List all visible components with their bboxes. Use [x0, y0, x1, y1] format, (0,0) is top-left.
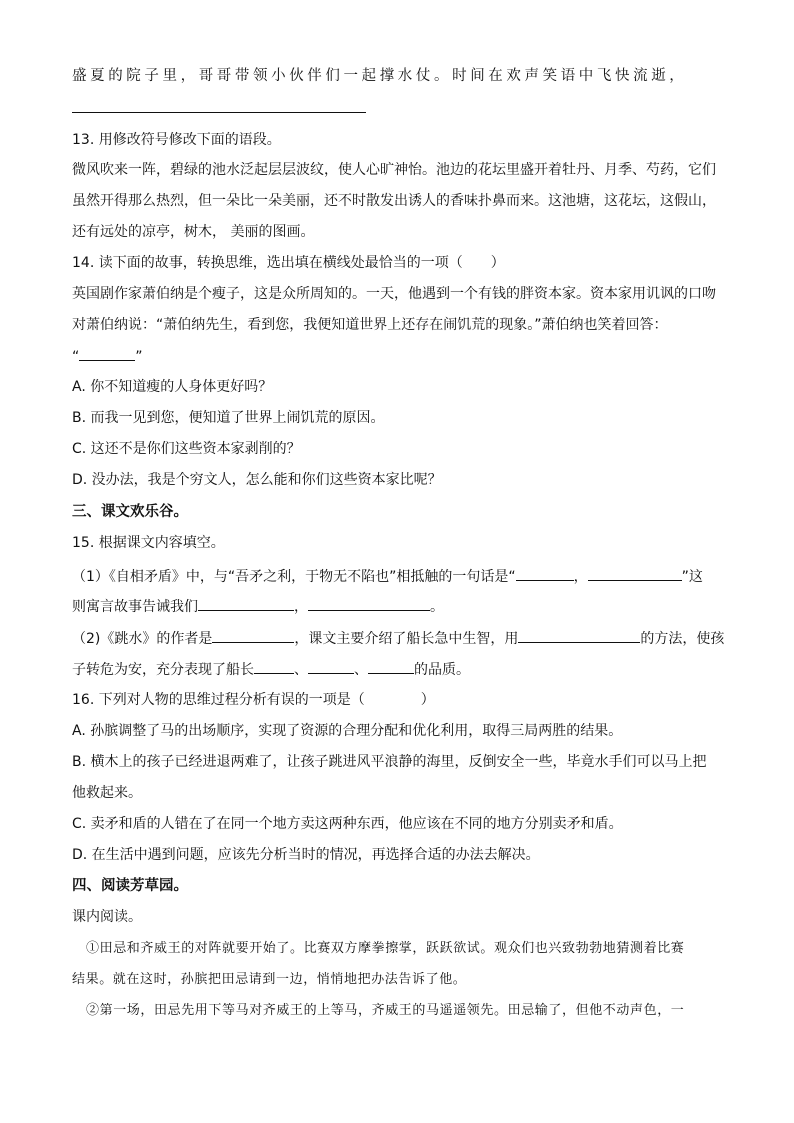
q13-passage-line-2: 虽然开得那么热烈，但一朵比一朵美丽，还不时散发出诱人的香味扑鼻而来。这池塘，这花坛，这假山， — [72, 193, 716, 209]
q15-blank-5[interactable] — [212, 628, 294, 643]
q14-story-line-3: “ ” — [72, 346, 143, 367]
q14-answer-blank[interactable] — [79, 346, 135, 361]
q15-blank-2[interactable] — [588, 566, 682, 581]
reading-para-2-line1: ②第一场，田忌先用下等马对齐威王的上等马，齐威王的马遥遥领先。田忌输了，但他不动声色，一 — [86, 1003, 685, 1018]
q14-story-line-1: 英国剧作家萧伯纳是个瘦子，这是众所周知的。一天，他遇到一个有钱的胖资本家。资本家用讥讽的口吻 — [72, 286, 716, 302]
q15-blank-9[interactable] — [368, 659, 414, 674]
q16-prompt: 16. 下列对人物的思维过程分析有误的一项是（ ） — [72, 692, 435, 708]
q15-blank-8[interactable] — [308, 659, 354, 674]
q13-prompt: 13. 用修改符号修改下面的语段。 — [72, 132, 281, 148]
q15-blank-7[interactable] — [254, 659, 294, 674]
q16-option-b-line2[interactable]: 他救起来。 — [72, 785, 142, 801]
q12-answer-blank[interactable] — [72, 112, 366, 113]
q15-blank-4[interactable] — [308, 596, 430, 611]
q15-part2-line1: （2)《跳水》的作者是 ，课文主要介绍了船长急中生智，用 的方法，使孩 — [72, 628, 724, 649]
q15-blank-3[interactable] — [198, 596, 294, 611]
q16-option-b-line1[interactable]: B. 横木上的孩子已经进退两难了，让孩子跳进风平浪静的海里，反倒安全一些，毕竟水手们可以马上把 — [72, 754, 707, 770]
q13-passage-line-3: 还有远处的凉亭，树木， 美丽的图画。 — [72, 224, 315, 240]
q14-option-a[interactable]: A. 你不知道瘦的人身体更好吗？ — [72, 379, 273, 395]
q15-blank-6[interactable] — [518, 628, 640, 643]
q15-part2-line2: 子转危为安，充分表现了船长 、 、 的品质。 — [72, 659, 470, 680]
q15-prompt: 15. 根据课文内容填空。 — [72, 535, 225, 551]
q12-line: 盛夏的院子里，哥哥带领小伙伴们一起撑水仗。时间在欢声笑语中飞快流逝， — [72, 68, 688, 84]
reading-para-1-line1: ①田忌和齐威王的对阵就要开始了。比赛双方摩拳擦掌，跃跃欲试。观众们也兴致勃勃地猜测着比赛 — [86, 941, 685, 956]
q15-part1-line2: 则寓言故事告诫我们 ， 。 — [72, 596, 444, 617]
q13-passage-line-1: 微风吹来一阵，碧绿的池水泛起层层波纹，使人心旷神怡。池边的花坛里盛开着牡丹、月季、芍药，它们 — [72, 162, 716, 178]
q16-option-d[interactable]: D. 在生活中遇到问题，应该先分析当时的情况，再选择合适的办法去解决。 — [72, 847, 540, 863]
q15-part1-line1: （1）《自相矛盾》中，与“吾矛之利，于物无不陷也”相抵触的一句话是“ ， ”这 — [72, 566, 703, 587]
q16-option-c[interactable]: C. 卖矛和盾的人错在了在同一个地方卖这两种东西，他应该在不同的地方分别卖矛和盾。 — [72, 816, 623, 832]
q16-option-a[interactable]: A. 孙膑调整了马的出场顺序，实现了资源的合理分配和优化利用，取得三局两胜的结果。 — [72, 723, 623, 739]
q14-option-c[interactable]: C. 这还不是你们这些资本家剥削的？ — [72, 441, 301, 457]
q14-story-line-2: 对萧伯纳说：“萧伯纳先生，看到您，我便知道世界上还存在闹饥荒的现象。”萧伯纳也笑着回答： — [72, 317, 668, 333]
section-4-title: 四、阅读芳草园。 — [72, 878, 188, 894]
section-3-title: 三、课文欢乐谷。 — [72, 504, 188, 520]
reading-para-1-line2: 结果。就在这时，孙膑把田忌请到一边，悄悄地把办法告诉了他。 — [72, 972, 467, 987]
q14-prompt: 14. 读下面的故事，转换思维，选出填在横线处最恰当的一项（ ） — [72, 255, 505, 271]
q15-blank-1[interactable] — [516, 566, 574, 581]
q14-option-b[interactable]: B. 而我一见到您，便知道了世界上闹饥荒的原因。 — [72, 410, 385, 426]
q14-option-d[interactable]: D. 没办法，我是个穷文人，怎么能和你们这些资本家比呢？ — [72, 472, 442, 488]
reading-subheading: 课内阅读。 — [72, 909, 142, 925]
